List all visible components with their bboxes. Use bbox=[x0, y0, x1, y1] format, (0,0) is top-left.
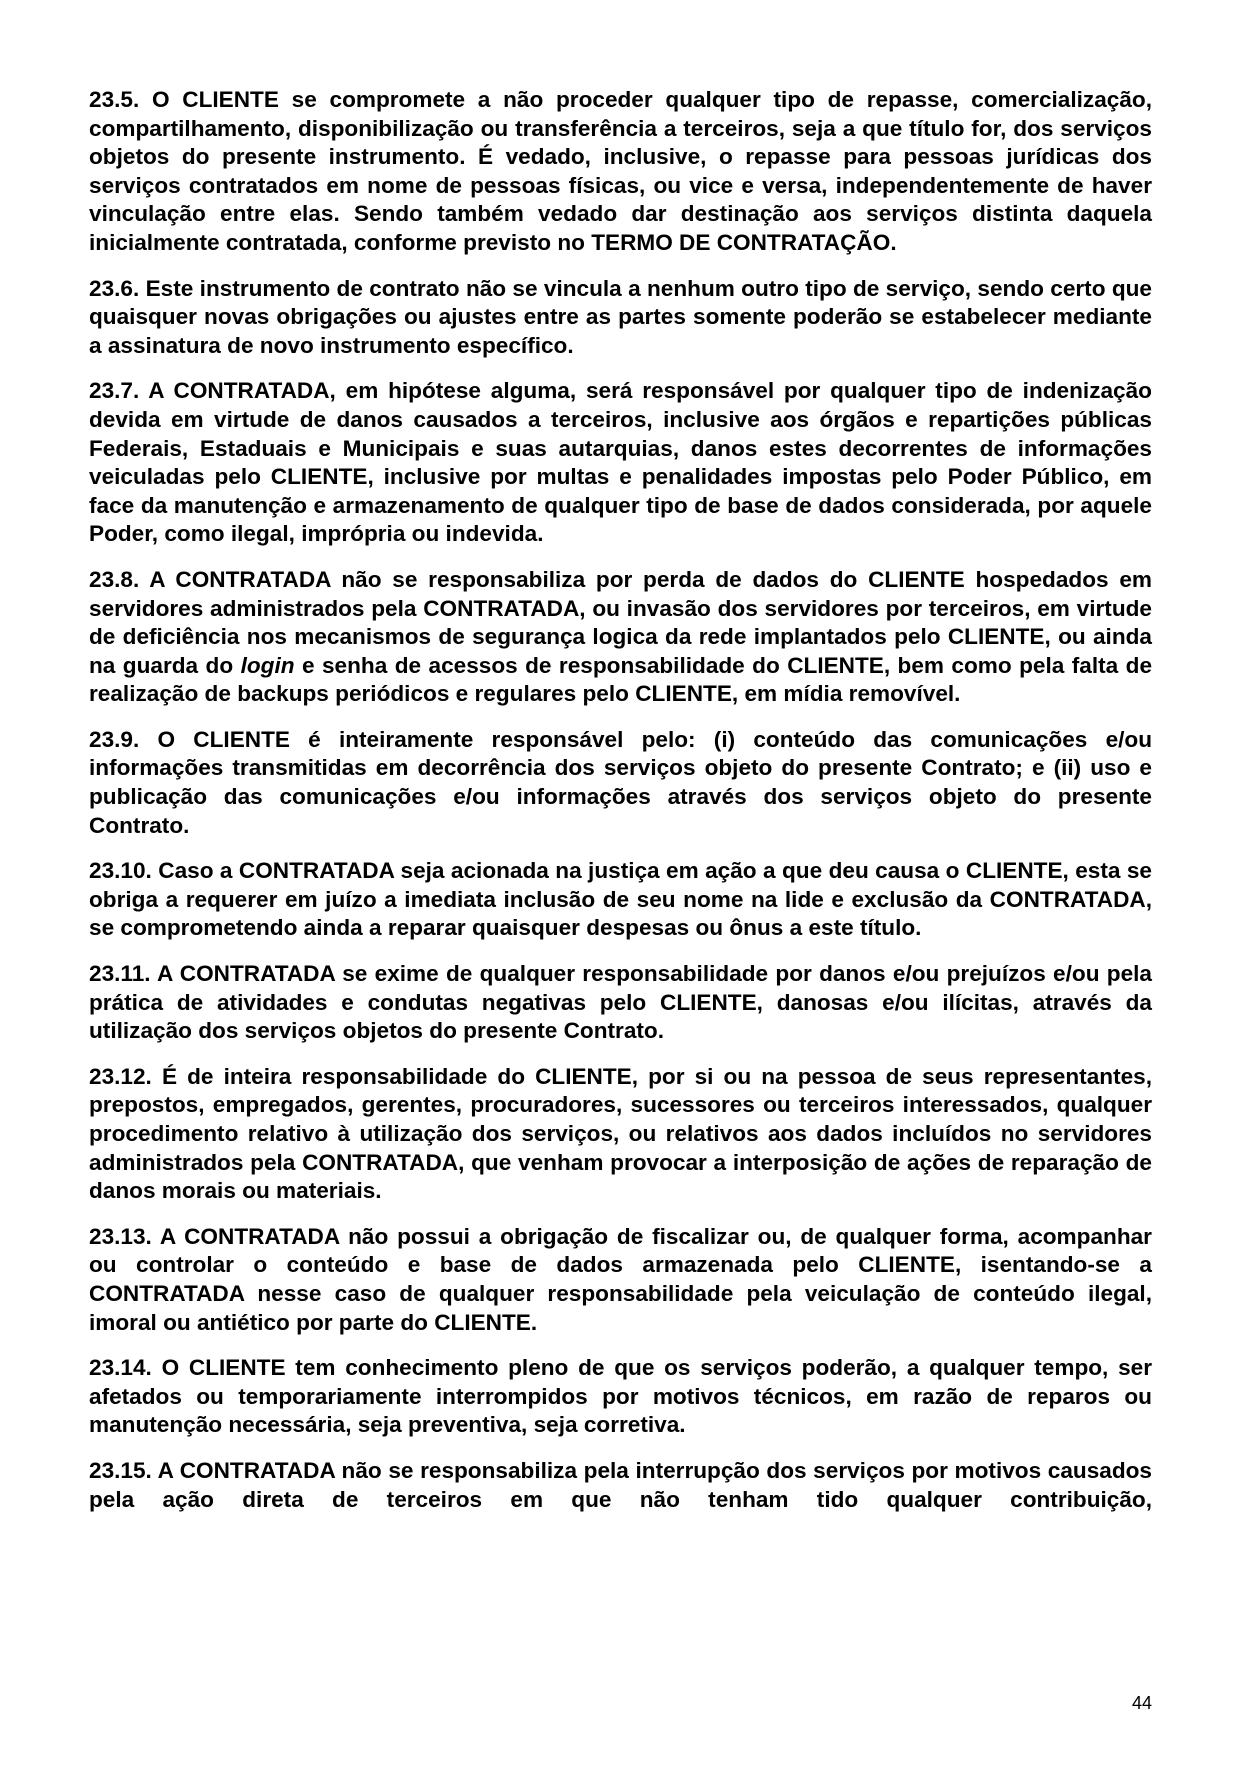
clause-number: 23.8. bbox=[89, 566, 140, 592]
clause-number: 23.7. bbox=[89, 378, 140, 404]
clause-23-9 bbox=[89, 726, 1152, 840]
clause-number: 23.5. bbox=[89, 87, 140, 112]
clause-number: 23.13. bbox=[89, 1223, 152, 1249]
clause-23-11 bbox=[89, 960, 1152, 1046]
clause-text: É de inteira responsabilidade do CLIENTE, por si ou na pessoa de seus representantes, prepostos, empregados, gerentes, procuradores, sucessores ou terceiros interessados, qualquer procedimento relativo à utilização dos serviços, ou relativos aos dados incluídos no servidores administrados pela CONTRATADA, que venham provocar a interposição de ações de reparação de danos morais ou materiais. bbox=[89, 1063, 1152, 1204]
clause-text: A CONTRATADA não se responsabiliza pela interrupção dos serviços por motivos causados pela ação direta de terceiros em que não tenham tido qualquer contribuição, bbox=[89, 1457, 1152, 1512]
clause-text: O CLIENTE tem conhecimento pleno de que os serviços poderão, a qualquer tempo, ser afetados ou temporariamente interrompidos por motivos técnicos, em razão de reparos ou manutenção necessária, seja preventiva, seja corretiva. bbox=[89, 1355, 1153, 1438]
page-number: 44 bbox=[1131, 1693, 1152, 1713]
clause-number: 23.12. bbox=[89, 1063, 152, 1089]
clause-text-after: e senha de acessos de responsabilidade do CLIENTE, bem como pela falta de realização de backups periódicos e regulares pelo CLIENTE, em mídia removível. bbox=[89, 652, 1153, 707]
clause-text: O CLIENTE se compromete a não proceder qualquer tipo de repasse, comercialização, compartilhamento, disponibilização ou transferência a terceiros, seja a que título for, dos serviços objetos do presente instrumento. É vedado, inclusive, o repasse para pessoas jurídicas dos serviços contratados em nome de pessoas físicas, ou vice e versa, independentemente de haver vinculação entre elas. Sendo também vedado dar destinação aos serviços distinta daquela inicialmente contratada, conforme previsto no TERMO DE CONTRATAÇÃO. bbox=[89, 87, 1152, 255]
clause-text: A CONTRATADA, em hipótese alguma, será responsável por qualquer tipo de indenização devida em virtude de danos causados a terceiros, inclusive aos órgãos e repartições públicas Federais, Estaduais e Municipais e suas autarquias, danos estes decorrentes de informações veiculadas pelo CLIENTE, inclusive por multas e penalidades impostas pelo Poder Público, em face da manutenção e armazenamento de qualquer tipo de base de dados considerada, por aquele Poder, como ilegal, imprópria ou indevida. bbox=[89, 378, 1152, 547]
clause-text: Caso a CONTRATADA seja acionada na justiça em ação a que deu causa o CLIENTE, esta se obriga a requerer em juízo a imediata inclusão de seu nome na lide e exclusão da CONTRATADA, se comprometendo ainda a reparar quaisquer despesas ou ônus a este título. bbox=[89, 858, 1152, 941]
clause-number: 23.9. bbox=[89, 726, 140, 752]
clause-italic-term: login bbox=[240, 652, 295, 678]
clause-text: A CONTRATADA não possui a obrigação de fiscalizar ou, de qualquer forma, acompanhar ou controlar o conteúdo e base de dados armazenada pelo CLIENTE, isentando-se a CONTRATADA nesse caso de qualquer responsabilidade pela veiculação de conteúdo ilegal, imoral ou antiético por parte do CLIENTE. bbox=[89, 1223, 1152, 1335]
document-body bbox=[89, 86, 1152, 1531]
clause-23-13 bbox=[89, 1223, 1152, 1337]
clause-text-before: A CONTRATADA não se responsabiliza por perda de dados do CLIENTE hospedados em servidores administrados pela CONTRATADA, ou invasão dos servidores por terceiros, em virtude de deficiência nos mecanismos de segurança logica da rede implantados pelo CLIENTE, ou ainda na guarda do bbox=[89, 566, 1152, 678]
clause-23-14 bbox=[89, 1354, 1152, 1440]
clause-text: A CONTRATADA se exime de qualquer responsabilidade por danos e/ou prejuízos e/ou pela prática de atividades e condutas negativas pelo CLIENTE, danosas e/ou ilícitas, através da utilização dos serviços objetos do presente Contrato. bbox=[89, 961, 1152, 1044]
clause-number: 23.14. bbox=[89, 1355, 152, 1381]
clause-number: 23.10. bbox=[89, 858, 152, 884]
clause-text: O CLIENTE é inteiramente responsável pelo: (i) conteúdo das comunicações e/ou informações transmitidas em decorrência dos serviços objeto do presente Contrato; e (ii) uso e publicação das comunicações e/ou informações através dos serviços objeto do presente Contrato. bbox=[89, 726, 1153, 838]
clause-number: 23.11. bbox=[89, 961, 151, 987]
clause-23-12 bbox=[89, 1063, 1152, 1206]
clause-23-5 bbox=[89, 86, 1152, 258]
clause-text: Este instrumento de contrato não se vincula a nenhum outro tipo de serviço, sendo certo que quaisquer novas obrigações ou ajustes entre as partes somente poderão se estabelecer mediante a assinatura de novo instrumento específico. bbox=[89, 275, 1152, 358]
clause-number: 23.6. bbox=[89, 275, 140, 301]
clause-23-6 bbox=[89, 275, 1152, 361]
clause-23-8 bbox=[89, 566, 1152, 709]
clause-23-10 bbox=[89, 857, 1152, 943]
clause-23-15 bbox=[89, 1457, 1152, 1514]
clause-number: 23.15. bbox=[89, 1457, 152, 1483]
clause-23-7 bbox=[89, 377, 1152, 549]
